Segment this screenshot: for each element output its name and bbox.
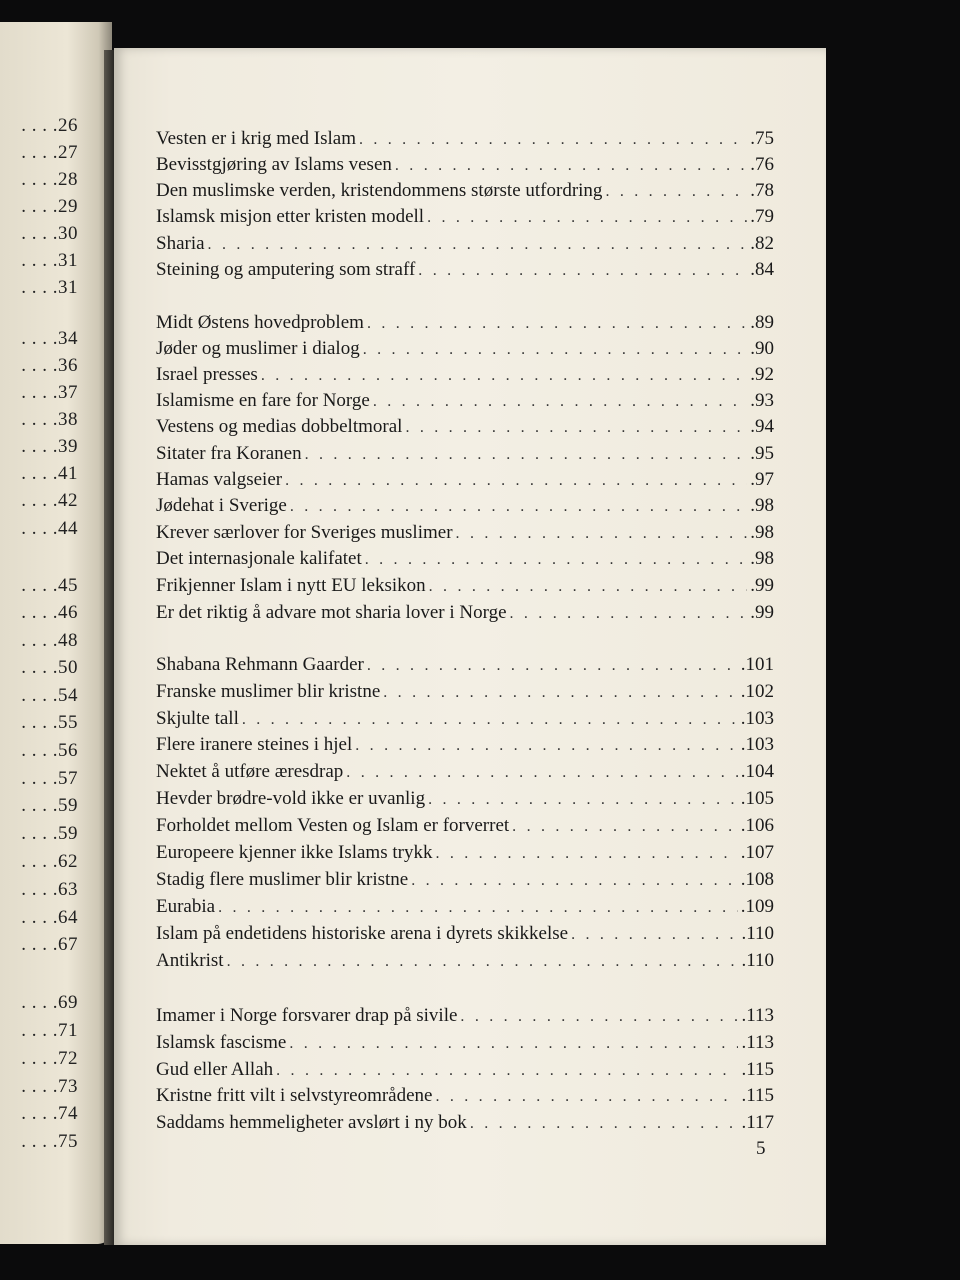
toc-entry (156, 548, 774, 572)
toc-leader-dots (427, 209, 747, 227)
toc-leader-dots (367, 315, 747, 333)
left-page-number: . . . .62 (21, 851, 78, 872)
toc-entry-title: Den muslimske verden, kristendommens største utfordring (156, 180, 603, 201)
toc-entry-title: Islamsk fascisme (156, 1032, 287, 1053)
toc-entry (156, 734, 774, 758)
toc-entry-title: Skjulte tall (156, 708, 239, 729)
toc-entry (156, 815, 774, 839)
toc-entry-title: Jødehat i Sverige (156, 495, 287, 516)
toc-leader-dots (411, 872, 738, 890)
toc-leader-dots (460, 1008, 738, 1026)
toc-entry-title: Jøder og muslimer i dialog (156, 338, 360, 359)
toc-entry-page: .102 (740, 681, 774, 702)
toc-leader-dots (418, 262, 747, 280)
toc-entry (156, 681, 774, 705)
toc-leader-dots (456, 525, 748, 543)
left-page-number: . . . .59 (21, 795, 78, 816)
toc-entry (156, 128, 774, 152)
toc-entry-page: .92 (750, 364, 774, 385)
toc-entry-page: .110 (741, 923, 774, 944)
left-page-number: . . . .46 (21, 602, 78, 623)
toc-entry-title: Imamer i Norge forsvarer drap på sivile (156, 1005, 458, 1026)
toc-entry-title: Nektet å utføre æresdrap (156, 761, 344, 782)
toc-entry-title: Islamisme en fare for Norge (156, 390, 370, 411)
left-page-number: . . . .42 (21, 490, 78, 511)
toc-entry-title: Kristne fritt vilt i selvstyreområdene (156, 1085, 433, 1106)
left-page-number: . . . .30 (21, 223, 78, 244)
toc-entry (156, 923, 774, 947)
left-page-number: . . . .67 (21, 934, 78, 955)
left-page-number: . . . .29 (21, 196, 78, 217)
toc-leader-dots (227, 953, 739, 971)
toc-entry-page: .79 (750, 206, 774, 227)
toc-entry-title: Er det riktig å advare mot sharia lover i Norge (156, 602, 507, 623)
toc-entry-page: .99 (750, 602, 774, 623)
toc-entry (156, 338, 774, 362)
left-page-number: . . . .28 (21, 169, 78, 190)
toc-entry (156, 896, 774, 920)
toc-leader-dots (261, 367, 747, 385)
toc-entry-title: Israel presses (156, 364, 258, 385)
toc-entry (156, 1112, 774, 1136)
toc-leader-dots (305, 446, 748, 464)
toc-leader-dots (208, 236, 748, 254)
toc-entry (156, 869, 774, 893)
left-page-number: . . . .31 (21, 250, 78, 271)
toc-leader-dots (605, 183, 747, 201)
toc-entry-title: Franske muslimer blir kristne (156, 681, 381, 702)
toc-leader-dots (373, 393, 747, 411)
toc-leader-dots (285, 472, 747, 490)
toc-entry (156, 1005, 774, 1029)
toc-entry-page: .78 (750, 180, 774, 201)
toc-entry (156, 495, 774, 519)
toc-entry-page: .99 (750, 575, 774, 596)
toc-entry-title: Eurabia (156, 896, 216, 917)
left-page-number: . . . .38 (21, 409, 78, 430)
toc-entry-page: .115 (741, 1085, 774, 1106)
left-page-number: . . . .27 (21, 142, 78, 163)
toc-entry-page: .113 (741, 1032, 774, 1053)
toc-leader-dots (242, 711, 738, 729)
left-page-number: . . . .69 (21, 992, 78, 1013)
toc-entry-title: Gud eller Allah (156, 1059, 274, 1080)
toc-entry-title: Islamsk misjon etter kristen modell (156, 206, 425, 227)
toc-leader-dots (346, 764, 737, 782)
toc-entry-page: .93 (750, 390, 774, 411)
toc-entry-title: Antikrist (156, 950, 224, 971)
toc-entry-page: .94 (750, 416, 774, 437)
toc-entry (156, 443, 774, 467)
left-page-number: . . . .31 (21, 277, 78, 298)
left-page-number: . . . .45 (21, 575, 78, 596)
left-page-number: . . . .73 (21, 1076, 78, 1097)
toc-entry-page: .98 (750, 495, 774, 516)
toc-leader-dots (510, 605, 748, 623)
left-page-number: . . . .39 (21, 436, 78, 457)
left-page-number: . . . .37 (21, 382, 78, 403)
toc-entry (156, 1059, 774, 1083)
left-page-number: . . . .44 (21, 518, 78, 539)
toc-entry-title: Hamas valgseier (156, 469, 283, 490)
toc-entry (156, 602, 774, 626)
toc-entry (156, 180, 774, 204)
toc-entry (156, 788, 774, 812)
toc-entry (156, 522, 774, 546)
toc-entry-page: .90 (750, 338, 774, 359)
toc-entry-page: .82 (750, 233, 774, 254)
toc-entry (156, 154, 774, 178)
left-page-number: . . . .59 (21, 823, 78, 844)
toc-entry-page: .98 (750, 522, 774, 543)
toc-entry-title: Vestens og medias dobbeltmoral (156, 416, 403, 437)
toc-entry (156, 364, 774, 388)
toc-entry-title: Sitater fra Koranen (156, 443, 302, 464)
toc-leader-dots (383, 684, 737, 702)
toc-entry-title: Vesten er i krig med Islam (156, 128, 356, 149)
toc-entry-page: .108 (740, 869, 774, 890)
toc-entry (156, 654, 774, 678)
toc-entry (156, 708, 774, 732)
toc-entry (156, 1032, 774, 1056)
left-page-number: . . . .74 (21, 1103, 78, 1124)
toc-leader-dots (276, 1062, 738, 1080)
toc-leader-dots (429, 578, 748, 596)
toc-entry-page: .98 (750, 548, 774, 569)
toc-entry-title: Det internasjonale kalifatet (156, 548, 362, 569)
toc-entry-title: Stadig flere muslimer blir kristne (156, 869, 409, 890)
left-page-number: . . . .75 (21, 1131, 78, 1152)
toc-entry-title: Forholdet mellom Vesten og Islam er forverret (156, 815, 510, 836)
toc-leader-dots (405, 419, 747, 437)
left-page-number: . . . .57 (21, 768, 78, 789)
toc-entry-page: .105 (740, 788, 774, 809)
toc-entry-page: .97 (750, 469, 774, 490)
toc-entry-title: Saddams hemmeligheter avslørt i ny bok (156, 1112, 467, 1133)
toc-entry-page: .101 (740, 654, 774, 675)
toc-entry-page: .75 (750, 128, 774, 149)
toc-leader-dots (365, 551, 748, 569)
toc-leader-dots (428, 791, 738, 809)
toc-entry-page: .106 (740, 815, 774, 836)
toc-leader-dots (290, 498, 747, 516)
toc-entry-page: .113 (741, 1005, 774, 1026)
toc-entry-title: Midt Østens hovedproblem (156, 312, 364, 333)
left-page-number: . . . .26 (21, 115, 78, 136)
toc-leader-dots (367, 657, 738, 675)
toc-entry-page: .84 (750, 259, 774, 280)
toc-entry-title: Europeere kjenner ikke Islams trykk (156, 842, 433, 863)
left-page-number: . . . .54 (21, 685, 78, 706)
toc-entry (156, 575, 774, 599)
toc-entry-title: Islam på endetidens historiske arena i dyrets skikkelse (156, 923, 569, 944)
toc-entry-title: Flere iranere steines i hjel (156, 734, 353, 755)
toc-leader-dots (355, 737, 737, 755)
page-number: 5 (756, 1138, 766, 1159)
toc-entry-page: .103 (740, 708, 774, 729)
toc-entry-title: Steining og amputering som straff (156, 259, 416, 280)
toc-leader-dots (289, 1035, 738, 1053)
toc-entry (156, 312, 774, 336)
toc-entry-title: Shabana Rehmann Gaarder (156, 654, 364, 675)
left-page-number: . . . .71 (21, 1020, 78, 1041)
toc-entry-page: .104 (740, 761, 774, 782)
toc-entry-title: Sharia (156, 233, 205, 254)
toc-entry-page: .117 (741, 1112, 774, 1133)
toc-entry-page: .95 (750, 443, 774, 464)
toc-entry-page: .103 (740, 734, 774, 755)
left-page-number: . . . .55 (21, 712, 78, 733)
left-page-number: . . . .63 (21, 879, 78, 900)
left-page-number: . . . .34 (21, 328, 78, 349)
toc-leader-dots (571, 926, 738, 944)
toc-entry-page: .89 (750, 312, 774, 333)
toc-leader-dots (395, 157, 747, 175)
left-page-number: . . . .36 (21, 355, 78, 376)
toc-entry (156, 233, 774, 257)
toc-entry (156, 259, 774, 283)
left-page-number: . . . .50 (21, 657, 78, 678)
left-page-number: . . . .64 (21, 907, 78, 928)
left-page-number: . . . .48 (21, 630, 78, 651)
toc-entry (156, 206, 774, 230)
left-page-number: . . . .41 (21, 463, 78, 484)
toc-entry (156, 469, 774, 493)
toc-leader-dots (435, 845, 737, 863)
left-page (0, 22, 112, 1244)
toc-leader-dots (363, 341, 748, 359)
toc-entry-page: .115 (741, 1059, 774, 1080)
toc-entry (156, 416, 774, 440)
toc-leader-dots (512, 818, 738, 836)
toc-leader-dots (435, 1088, 738, 1106)
toc-entry-page: .109 (740, 896, 774, 917)
toc-entry (156, 842, 774, 866)
toc-entry (156, 1085, 774, 1109)
left-page-number: . . . .56 (21, 740, 78, 761)
toc-entry (156, 950, 774, 974)
toc-entry-title: Bevisstgjøring av Islams vesen (156, 154, 392, 175)
toc-entry-title: Hevder brødre-vold ikke er uvanlig (156, 788, 426, 809)
toc-entry-page: .107 (740, 842, 774, 863)
toc-leader-dots (470, 1115, 739, 1133)
toc-entry-page: .110 (741, 950, 774, 971)
toc-entry (156, 390, 774, 414)
toc-leader-dots (218, 899, 738, 917)
left-page-number: . . . .72 (21, 1048, 78, 1069)
toc-entry-title: Krever særlover for Sveriges muslimer (156, 522, 453, 543)
toc-entry-page: .76 (750, 154, 774, 175)
toc-entry (156, 761, 774, 785)
toc-leader-dots (359, 131, 747, 149)
toc-entry-title: Frikjenner Islam i nytt EU leksikon (156, 575, 426, 596)
